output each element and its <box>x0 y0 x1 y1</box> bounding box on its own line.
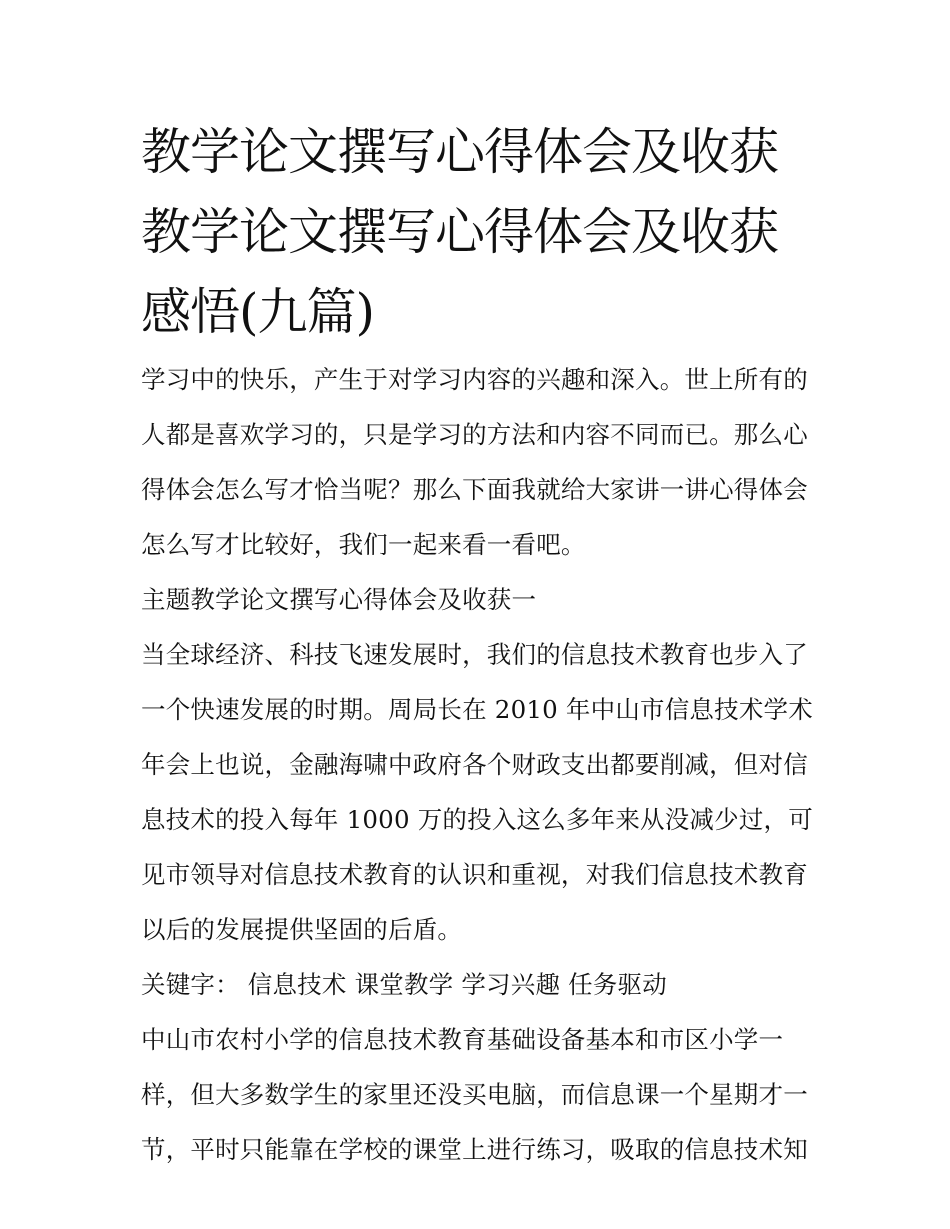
text-line: 息技术的投入每年 1000 万的投入这么多年来从没减少过，可 <box>141 805 813 834</box>
document-body <box>141 352 831 1177</box>
text-line: 中山市农村小学的信息技术教育基础设备基本和市区小学一 <box>141 1025 784 1054</box>
title-line: 感悟(九篇) <box>141 283 375 341</box>
section-heading: 主题教学论文撰写心得体会及收获一 <box>141 585 537 614</box>
keywords-line: 关键字： 信息技术 课堂教学 学习兴趣 任务驱动 <box>141 970 667 999</box>
text-line: 当全球经济、科技飞速发展时，我们的信息技术教育也步入了 <box>141 640 808 669</box>
document-title <box>141 112 821 352</box>
text-line: 一个快速发展的时期。周局长在 2010 年中山市信息技术学术 <box>141 695 813 724</box>
title-line: 教学论文撰写心得体会及收获 <box>141 203 778 261</box>
text-line: 学习中的快乐，产生于对学习内容的兴趣和深入。世上所有的 <box>141 365 808 394</box>
text-line: 节，平时只能靠在学校的课堂上进行练习，吸取的信息技术知 <box>141 1135 808 1164</box>
title-line: 教学论文撰写心得体会及收获 <box>141 123 778 181</box>
text-line: 见市领导对信息技术教育的认识和重视，对我们信息技术教育 <box>141 860 808 889</box>
text-line: 人都是喜欢学习的，只是学习的方法和内容不同而已。那么心 <box>141 420 808 449</box>
text-line: 得体会怎么写才恰当呢？那么下面我就给大家讲一讲心得体会 <box>141 475 808 504</box>
text-line: 以后的发展提供坚固的后盾。 <box>141 915 463 944</box>
text-line: 怎么写才比较好，我们一起来看一看吧。 <box>141 530 586 559</box>
text-line: 样，但大多数学生的家里还没买电脑，而信息课一个星期才一 <box>141 1080 808 1109</box>
text-line: 年会上也说，金融海啸中政府各个财政支出都要削减，但对信 <box>141 750 808 779</box>
